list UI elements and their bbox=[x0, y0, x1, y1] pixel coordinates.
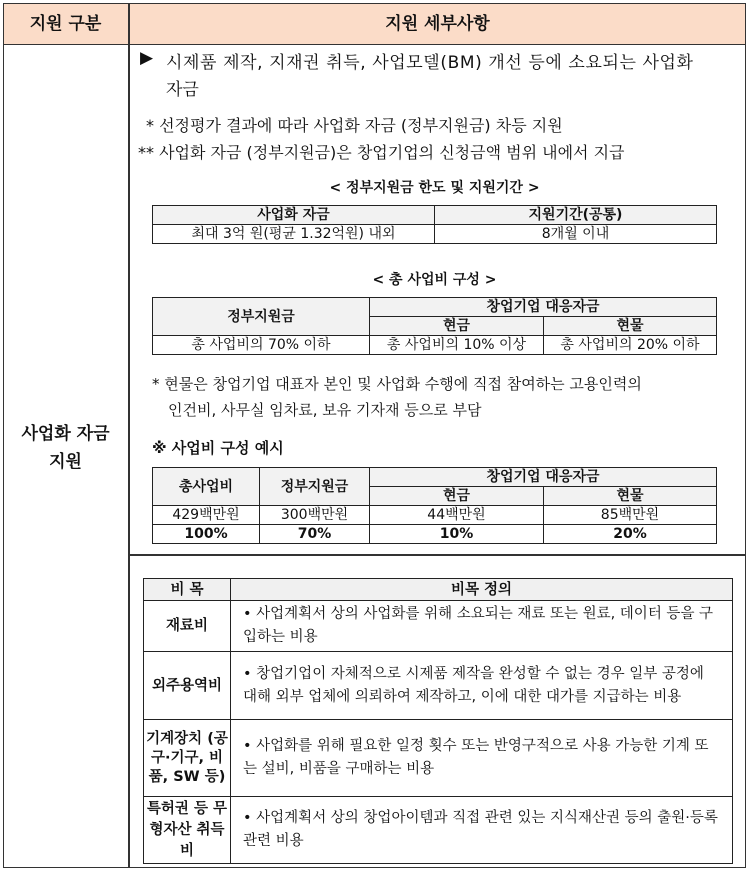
item-definition: • 사업계획서 상의 사업화를 위해 소요되는 재료 또는 원료, 데이터 등을 구입하는 비용 bbox=[231, 601, 733, 652]
cell-funding: 최대 3억 원(평균 1.32억원) 내외 bbox=[153, 225, 435, 244]
amount-total: 429백만원 bbox=[153, 506, 260, 525]
item-name: 재료비 bbox=[144, 601, 231, 652]
table1-caption: < 정부지원금 한도 및 지원기간 > bbox=[329, 180, 540, 196]
triangle-bullet-icon: ▶ bbox=[140, 48, 154, 68]
note-1: * 선정평가 결과에 따라 사업화 자금 (정부지원금) 차등 지원 bbox=[146, 116, 563, 135]
percent-gov: 70% bbox=[260, 525, 370, 544]
item-name: 특허권 등 무형자산 취득비 bbox=[144, 797, 231, 864]
item-definition: • 창업기업이 자체적으로 시제품 제작을 완성할 수 없는 경우 일부 공정에 대해 외부 업체에 의뢰하여 제작하고, 이에 대한 대가를 지급하는 비용 bbox=[231, 652, 733, 720]
category-label bbox=[3, 420, 128, 476]
item-definition: • 사업화를 위해 필요한 일정 횟수 또는 반영구적으로 사용 가능한 기계 또는 설비, 비품을 구매하는 비용 bbox=[231, 720, 733, 797]
support-limit-table bbox=[152, 205, 717, 244]
th-total: 총사업비 bbox=[153, 468, 260, 506]
bullet-line1: 시제품 제작, 지재권 취득, 사업모델(BM) 개선 등에 소요되는 사업화 bbox=[166, 53, 694, 73]
percent-inkind: 20% bbox=[544, 525, 717, 544]
th-gov: 정부지원금 bbox=[153, 298, 370, 336]
budget-example-table bbox=[152, 467, 717, 544]
table2-caption: < 총 사업비 구성 > bbox=[372, 272, 497, 288]
item-definition: • 사업계획서 상의 창업아이템과 직접 관련 있는 지식재산권 등의 출원·등록관련 비용 bbox=[231, 797, 733, 864]
cell-gov: 총 사업비의 70% 이하 bbox=[153, 336, 370, 355]
item-name: 기계장치 (공구·기구, 비품, SW 등) bbox=[144, 720, 231, 797]
table3-caption: ※ 사업비 구성 예시 bbox=[152, 439, 284, 457]
bullet-line2: 자금 bbox=[166, 80, 199, 100]
th-period: 지원기간(공통) bbox=[435, 206, 717, 225]
cell-period: 8개월 이내 bbox=[435, 225, 717, 244]
th-match: 창업기업 대응자금 bbox=[370, 298, 717, 317]
column-divider bbox=[128, 3, 130, 868]
th-cash: 현금 bbox=[370, 317, 544, 336]
percent-total: 100% bbox=[153, 525, 260, 544]
th-item: 비 목 bbox=[144, 579, 231, 601]
category-line2: 지원 bbox=[49, 452, 82, 472]
th-gov: 정부지원금 bbox=[260, 468, 370, 506]
th-inkind: 현물 bbox=[544, 487, 717, 506]
amount-gov: 300백만원 bbox=[260, 506, 370, 525]
th-inkind: 현물 bbox=[544, 317, 717, 336]
th-definition: 비목 정의 bbox=[231, 579, 733, 601]
header-category: 지원 구분 bbox=[29, 14, 102, 34]
note-2: ** 사업화 자금 (정부지원금)은 창업기업의 신청금액 범위 내에서 지급 bbox=[138, 143, 625, 162]
percent-cash: 10% bbox=[370, 525, 544, 544]
section-divider bbox=[129, 554, 746, 556]
cell-cash: 총 사업비의 10% 이상 bbox=[370, 336, 544, 355]
note-3-line1: * 현물은 창업기업 대표자 본인 및 사업화 수행에 직접 참여하는 고용인력의 bbox=[152, 375, 642, 393]
amount-cash: 44백만원 bbox=[370, 506, 544, 525]
budget-composition-table bbox=[152, 297, 717, 355]
note-3-line2: 인건비, 사무실 임차료, 보유 기자재 등으로 부담 bbox=[168, 401, 482, 419]
th-funding: 사업화 자금 bbox=[153, 206, 435, 225]
th-match: 창업기업 대응자금 bbox=[370, 468, 717, 487]
expense-items-table bbox=[143, 578, 733, 864]
header-details: 지원 세부사항 bbox=[385, 14, 490, 34]
cell-inkind: 총 사업비의 20% 이하 bbox=[544, 336, 717, 355]
item-name: 외주용역비 bbox=[144, 652, 231, 720]
amount-inkind: 85백만원 bbox=[544, 506, 717, 525]
category-line1: 사업화 자금 bbox=[21, 424, 110, 444]
th-cash: 현금 bbox=[370, 487, 544, 506]
